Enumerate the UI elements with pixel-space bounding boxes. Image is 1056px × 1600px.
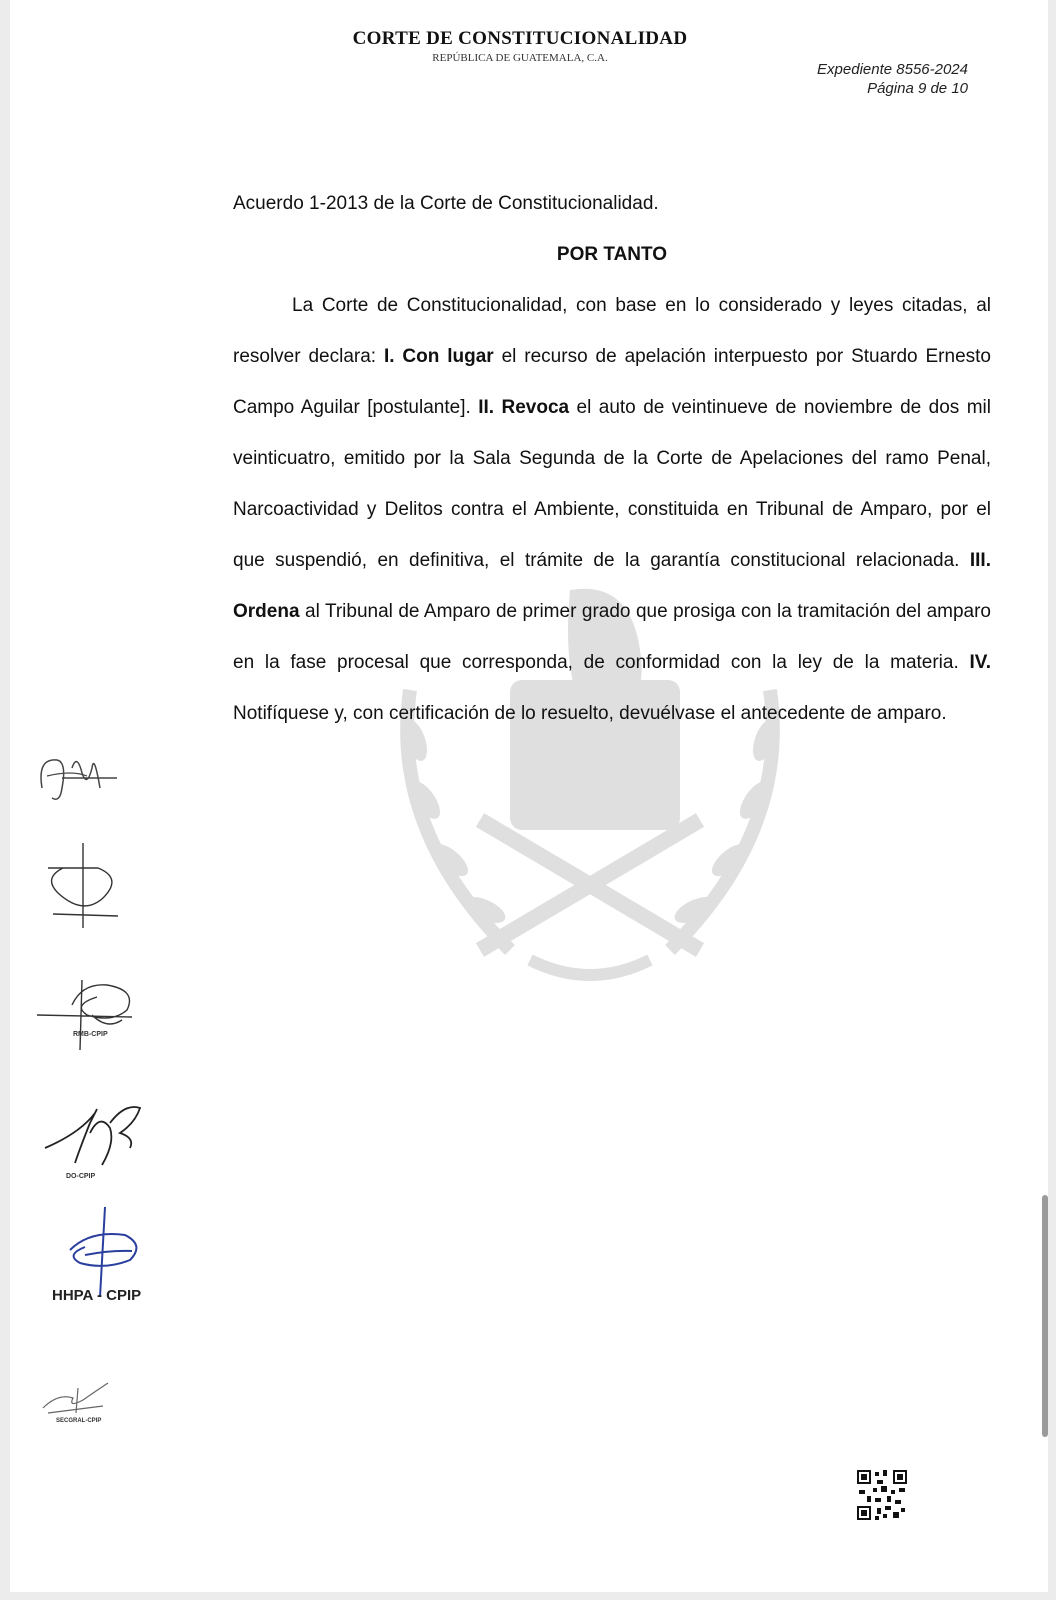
text-p3: el auto de veintinueve de noviembre de dos mil veinticuatro, emitido por la Sala Segunda de la Corte de Apelaciones del ramo Penal, Narcoactividad y Delitos contra el Ambiente, constituida en Tribunal de Amparo, por el que suspendió, en definitiva, el trámite de la garantía constitucional relacionada. (233, 397, 992, 571)
text-p1: La Corte de Constitucionalidad, con base en lo considerado y leyes citadas, al resolver declara: (233, 295, 991, 367)
text-p4: al Tribunal de Amparo de primer grado que prosiga con la tramitación del amparo en la fase procesal que corresponda, de conformidad con la ley de la materia. (233, 601, 991, 673)
intro-line: Acuerdo 1-2013 de la Corte de Constitucionalidad. (233, 193, 659, 214)
signature-3-label: RMB-CPIP (73, 1031, 108, 1038)
resolution-body (233, 178, 991, 739)
country-subtitle: REPÚBLICA DE GUATEMALA, C.A. (432, 52, 608, 64)
signature-3 (32, 975, 142, 1050)
expediente-number: Expediente 8556-2024 (817, 61, 968, 78)
document-page (10, 0, 1048, 1592)
vertical-scrollbar[interactable] (1042, 1195, 1048, 1437)
court-title: CORTE DE CONSTITUCIONALIDAD (352, 28, 688, 49)
qr-code[interactable] (857, 1470, 907, 1520)
signature-2 (38, 838, 128, 933)
case-reference (817, 60, 968, 98)
text-p2: el recurso de apelación interpuesto por Stuardo Ernesto Campo Aguilar [postulante]. (233, 346, 991, 418)
page-number: Página 9 de 10 (867, 80, 968, 97)
signature-6 (38, 1378, 113, 1420)
ruling-iv: IV. (969, 652, 991, 673)
resolution-paragraph (233, 280, 991, 739)
signature-1 (32, 748, 127, 810)
signature-4 (40, 1093, 150, 1173)
ruling-ii: II. Revoca (478, 397, 570, 418)
ruling-i: I. Con lugar (383, 346, 494, 367)
signature-5-label: HHPA - CPIP (52, 1287, 142, 1304)
ruling-iii: III. Ordena (233, 550, 991, 622)
signature-5 (60, 1205, 145, 1300)
signature-6-label: SECGRAL-CPIP (56, 1418, 102, 1424)
signature-4-label: DO-CPIP (66, 1173, 96, 1180)
text-p5: Notifíquese y, con certificación de lo resuelto, devuélvase el antecedente de amparo. (233, 703, 947, 724)
por-tanto-heading: POR TANTO (556, 244, 668, 265)
